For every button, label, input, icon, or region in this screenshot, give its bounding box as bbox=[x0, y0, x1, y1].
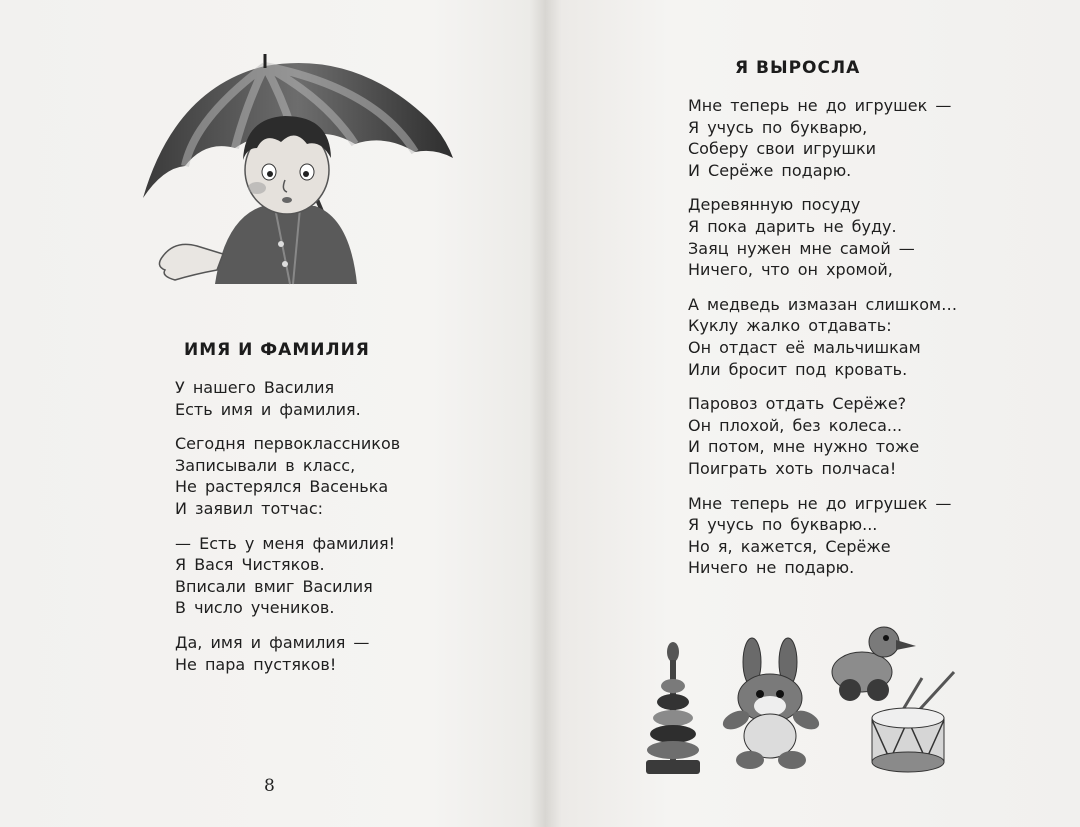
poem-line: В число учеников. bbox=[175, 598, 335, 618]
poem-line: Деревянную посуду bbox=[688, 195, 861, 215]
poem-line: Заяц нужен мне самой — bbox=[688, 238, 915, 258]
poem-line: Ничего не подарю. bbox=[688, 558, 855, 578]
stanza bbox=[688, 294, 957, 380]
stanza bbox=[175, 632, 400, 675]
poem-line: А медведь измазан слишком… bbox=[688, 294, 958, 314]
stanza bbox=[175, 533, 400, 619]
poem-line: Я пока дарить не буду. bbox=[688, 216, 897, 236]
stanza bbox=[175, 377, 400, 420]
poem-line: Я Вася Чистяков. bbox=[175, 555, 325, 575]
poem-line: И заявил тотчас: bbox=[175, 498, 324, 518]
poem-line: Записывали в класс, bbox=[175, 455, 356, 475]
poem-line: Я учусь по букварю, bbox=[688, 117, 868, 137]
stanza bbox=[175, 433, 400, 519]
stanza bbox=[688, 95, 957, 181]
stanza bbox=[688, 493, 957, 579]
poem-line: Я учусь по букварю... bbox=[688, 515, 878, 535]
poem-title-right: Я ВЫРОСЛА bbox=[735, 58, 861, 78]
poem-title-left: ИМЯ И ФАМИЛИЯ bbox=[184, 340, 370, 360]
pyramid-toy-icon bbox=[646, 642, 700, 774]
poem-line: Есть имя и фамилия. bbox=[175, 399, 361, 419]
poem-left bbox=[175, 377, 400, 688]
poem-line: Мне теперь не до игрушек — bbox=[688, 96, 952, 115]
poem-line: Он отдаст её мальчишкам bbox=[688, 337, 921, 357]
poem-line: — Есть у меня фамилия! bbox=[175, 533, 396, 553]
toys-illustration bbox=[640, 610, 960, 780]
stanza bbox=[688, 393, 957, 479]
boy-with-umbrella-illustration bbox=[135, 48, 455, 288]
duck-toy-icon bbox=[832, 627, 916, 701]
poem-line: Не растерялся Васенька bbox=[175, 477, 389, 497]
poem-line: Не пара пустяков! bbox=[175, 654, 337, 674]
stanza bbox=[688, 194, 957, 280]
poem-line: И потом, мне нужно тоже bbox=[688, 437, 920, 457]
poem-line: Он плохой, без колеса... bbox=[688, 415, 903, 435]
poem-right bbox=[688, 95, 957, 592]
bunny-toy-icon bbox=[720, 638, 822, 769]
poem-line: Поиграть хоть полчаса! bbox=[688, 458, 897, 478]
poem-line: Куклу жалко отдавать: bbox=[688, 316, 892, 336]
poem-line: И Серёже подарю. bbox=[688, 160, 852, 180]
poem-line: Ничего, что он хромой, bbox=[688, 260, 893, 280]
page-number: 8 bbox=[264, 776, 275, 796]
poem-line: Мне теперь не до игрушек — bbox=[688, 493, 952, 513]
poem-line: Но я, кажется, Серёже bbox=[688, 536, 891, 556]
poem-line: У нашего Василия bbox=[175, 378, 335, 397]
poem-line: Вписали вмиг Василия bbox=[175, 576, 373, 596]
poem-line: Паровоз отдать Серёже? bbox=[688, 394, 907, 414]
poem-line: Сегодня первоклассников bbox=[175, 434, 401, 454]
poem-line: Или бросит под кровать. bbox=[688, 359, 908, 379]
poem-line: Соберу свои игрушки bbox=[688, 139, 877, 159]
poem-line: Да, имя и фамилия — bbox=[175, 632, 370, 652]
